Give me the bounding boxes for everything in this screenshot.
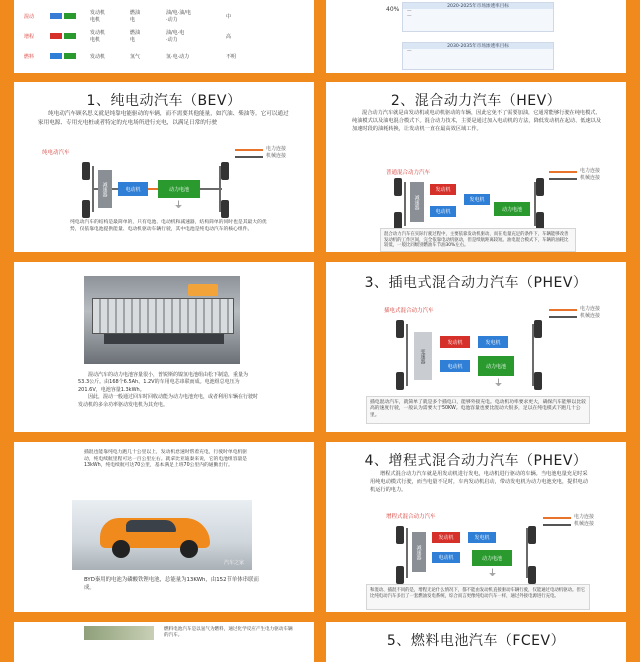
erev-note: 和混动、插混不同的是，增程无论什么情况下，都不能由发动机直接驱动车辆行驶，仅能通过电动机驱动。但它比纯电动汽车多出了一套燃油发电系统，综合而言更像纯电动汽车一样，通过外接电源进行充电。 <box>366 584 590 610</box>
legend: 电力连接 机械连接 <box>549 306 600 320</box>
percent-label: 40% <box>386 6 400 13</box>
fcev-image <box>84 626 154 640</box>
slide-title: 2、混合动力汽车（HEV） <box>390 93 562 109</box>
engine-box: 发动机 <box>432 532 460 543</box>
slide-battery-photo <box>14 262 314 432</box>
battery-box: 动力电池 <box>158 180 200 198</box>
wheel <box>534 320 542 338</box>
slide-compare-table <box>14 0 314 73</box>
diagram-label: 增程式混合动力汽车 <box>386 514 436 520</box>
compare-row: 混动 发动机 电机 燃油 电 油/电·油/电 ·动力 中 <box>24 10 232 23</box>
slide-title: 1、纯电动汽车（BEV） <box>86 93 242 109</box>
legend: 电力连接 机械连接 <box>235 146 286 160</box>
wheel <box>396 566 404 584</box>
diagram-label: 插电式混合动力汽车 <box>384 308 434 314</box>
watermark: 汽车之家 <box>223 560 244 566</box>
engine-box: 发动机 <box>440 336 470 348</box>
bev-note: 纯电动汽车的结构是最简单的，只有电池、电动机和减速器，结构简单的同时也是其最大的优势，仅依靠电池提供能量、电动机驱动车辆行驶，其中电池是纯电动汽车的核心组件。 <box>70 220 267 232</box>
reducer-box: 减速器 <box>410 182 424 222</box>
row-tag: 混动 <box>24 13 35 20</box>
wheel <box>396 526 404 544</box>
plug-icon: ⏚ <box>494 379 504 389</box>
battery-box: 动力电池 <box>494 202 530 216</box>
motor-box: 电动机 <box>440 360 470 372</box>
wheel <box>528 526 536 544</box>
reducer-box: 减速器 <box>412 532 426 572</box>
slide-title: 3、插电式混合动力汽车（PHEV） <box>364 275 588 291</box>
wheel <box>221 200 229 218</box>
wheel <box>528 566 536 584</box>
slide-market-target <box>326 0 626 73</box>
slide-fcev-photo <box>14 622 314 662</box>
slide-fcev <box>326 622 626 662</box>
slide-bev <box>14 82 314 252</box>
mini-car-icon <box>50 53 90 59</box>
legend: 电力连接 机械连接 <box>543 514 594 528</box>
engine-box: 发动机 <box>430 184 456 195</box>
wheel <box>82 162 90 180</box>
generator-box: 发电机 <box>468 532 496 543</box>
fcev-snippet: 燃料电池汽车是以氢气为燃料，通过化学反应产生电力驱动车辆的汽车。 <box>164 627 293 638</box>
reducer-box: 减速器 <box>98 170 112 208</box>
wheel <box>221 162 229 180</box>
battery-box: 动力电池 <box>478 356 514 376</box>
diagram-label: 普通混合动力汽车 <box>386 170 431 176</box>
wheel <box>394 178 402 196</box>
mini-car-icon <box>50 13 90 19</box>
target-table-2: 2030-2035年市场渗透率目标 — <box>402 42 554 70</box>
wheel <box>536 178 544 196</box>
motor-box: 电动机 <box>432 552 460 563</box>
erev-description: 增程式混合动力汽车就是用发动机进行发电，电动机进行驱动的车辆。当电池电量充足时采用纯电动模式行驶，而当电量不足时，车内发动机启动，带动发电机为动力电池充电，提供电动机运行的电力。 <box>370 471 588 493</box>
motor-box: 电动机 <box>430 206 456 217</box>
wheel <box>396 372 404 390</box>
mini-car-icon <box>50 33 90 39</box>
battery-box: 动力电池 <box>472 550 512 566</box>
slide-byd-photo <box>14 442 314 612</box>
legend: 电力连接 机械连接 <box>549 168 600 182</box>
slide-phev <box>326 262 626 432</box>
compare-row: 增程 发动机 电机 燃油 电 油/电·电 ·动力 高 <box>24 30 232 43</box>
wheel <box>396 320 404 338</box>
slide-hev <box>326 82 626 252</box>
byd-caption-top: 插混也能靠纯电力跑几十公里以上，发动机怠速时帮着充电，行驶时单电机驱动，纯电续航里程可达一百公里左右。就拿比亚迪秦来说，它的电池组容量是13kWh，纯电续航可达70公里，基本满足上班70公里内的通勤出行。 <box>84 450 248 469</box>
plug-icon: ⏚ <box>174 201 184 211</box>
byd-caption-bottom: BYD秦用的电池为磷酸铁锂电池，总能量为13KWh，由152节单体串联而成。 <box>84 577 259 591</box>
target-table-1: 2020-2025年市场渗透率目标 — — <box>402 2 554 32</box>
generator-box: 发电机 <box>464 194 490 205</box>
generator-box: 发电机 <box>478 336 508 348</box>
slide-title: 5、燃料电池汽车（FCEV） <box>386 633 566 649</box>
compare-table <box>24 6 304 66</box>
byd-qin-car-image <box>72 500 252 570</box>
slide-erev <box>326 442 626 612</box>
motor-box: 电动机 <box>118 182 148 196</box>
battery-caption: 混动汽车的动力电池容量很小，普锐斯的镍氢电池组由松下制造，重量为53.3公斤。由168个6.5Ah、1.2V的车用电芯串联而成。电池组总电压为201.6V，电池容量1.3kWh。 因此，混动一般通过回车时回收动能为动力电池充电，或者利用车辆在行驶时发动机的多余功率驱动发电机为其充电。 <box>78 372 259 408</box>
diagram-label: 纯电动汽车 <box>42 150 70 156</box>
hev-description: 混合动力汽车就是由发动机或电动机驱动的车辆，因此它免不了需要加油，它通常能够行驶在纯电模式、纯油模式以及油电混合模式下。混合动力技术，主要是通过加入电动机的方法，降低发动机在起动、低速以及加速时段的油耗转换，让发动机一直在最高效区域工作。 <box>352 110 602 132</box>
slide-title: 4、增程式混合动力汽车（PHEV） <box>364 453 588 469</box>
transmission-box: 变速器 <box>414 332 432 380</box>
plug-icon: ⏚ <box>488 569 498 579</box>
bev-description: 纯电动汽车顾名思义就是纯靠电能驱动的车辆，而不需要其他能量，如汽油、柴油等。它可以通过家用电源、专用充电桩或者特定的充电场所进行充电，以满足日常的行驶 <box>38 111 289 126</box>
battery-pack-image <box>84 276 240 364</box>
compare-row: 燃料 发动机 氢气 氢·电·动力 不明 <box>24 53 237 60</box>
wheel <box>534 372 542 390</box>
wheel <box>82 200 90 218</box>
phev-note: 插电混动汽车，就简单了就是多个插电口，能够外接充电。电动机功率要求更大，确保汽车能够以比较高的速度行驶，一般认为需要大于50KW。电池容量也要比混动大很多，足以在纯电模式下跑几十公里。 <box>366 396 590 424</box>
hev-note: 混合动力汽车在实际行驶过程中，主要依靠发动机驱动，而在电量充足的条件下，车辆能够改善发动机的工作区间，完全依靠电动机驱动，但是续航距离较短。油电混合模式下，车辆的油耗比较低，一般比同级别燃油车节油30%左右。 <box>380 228 576 252</box>
